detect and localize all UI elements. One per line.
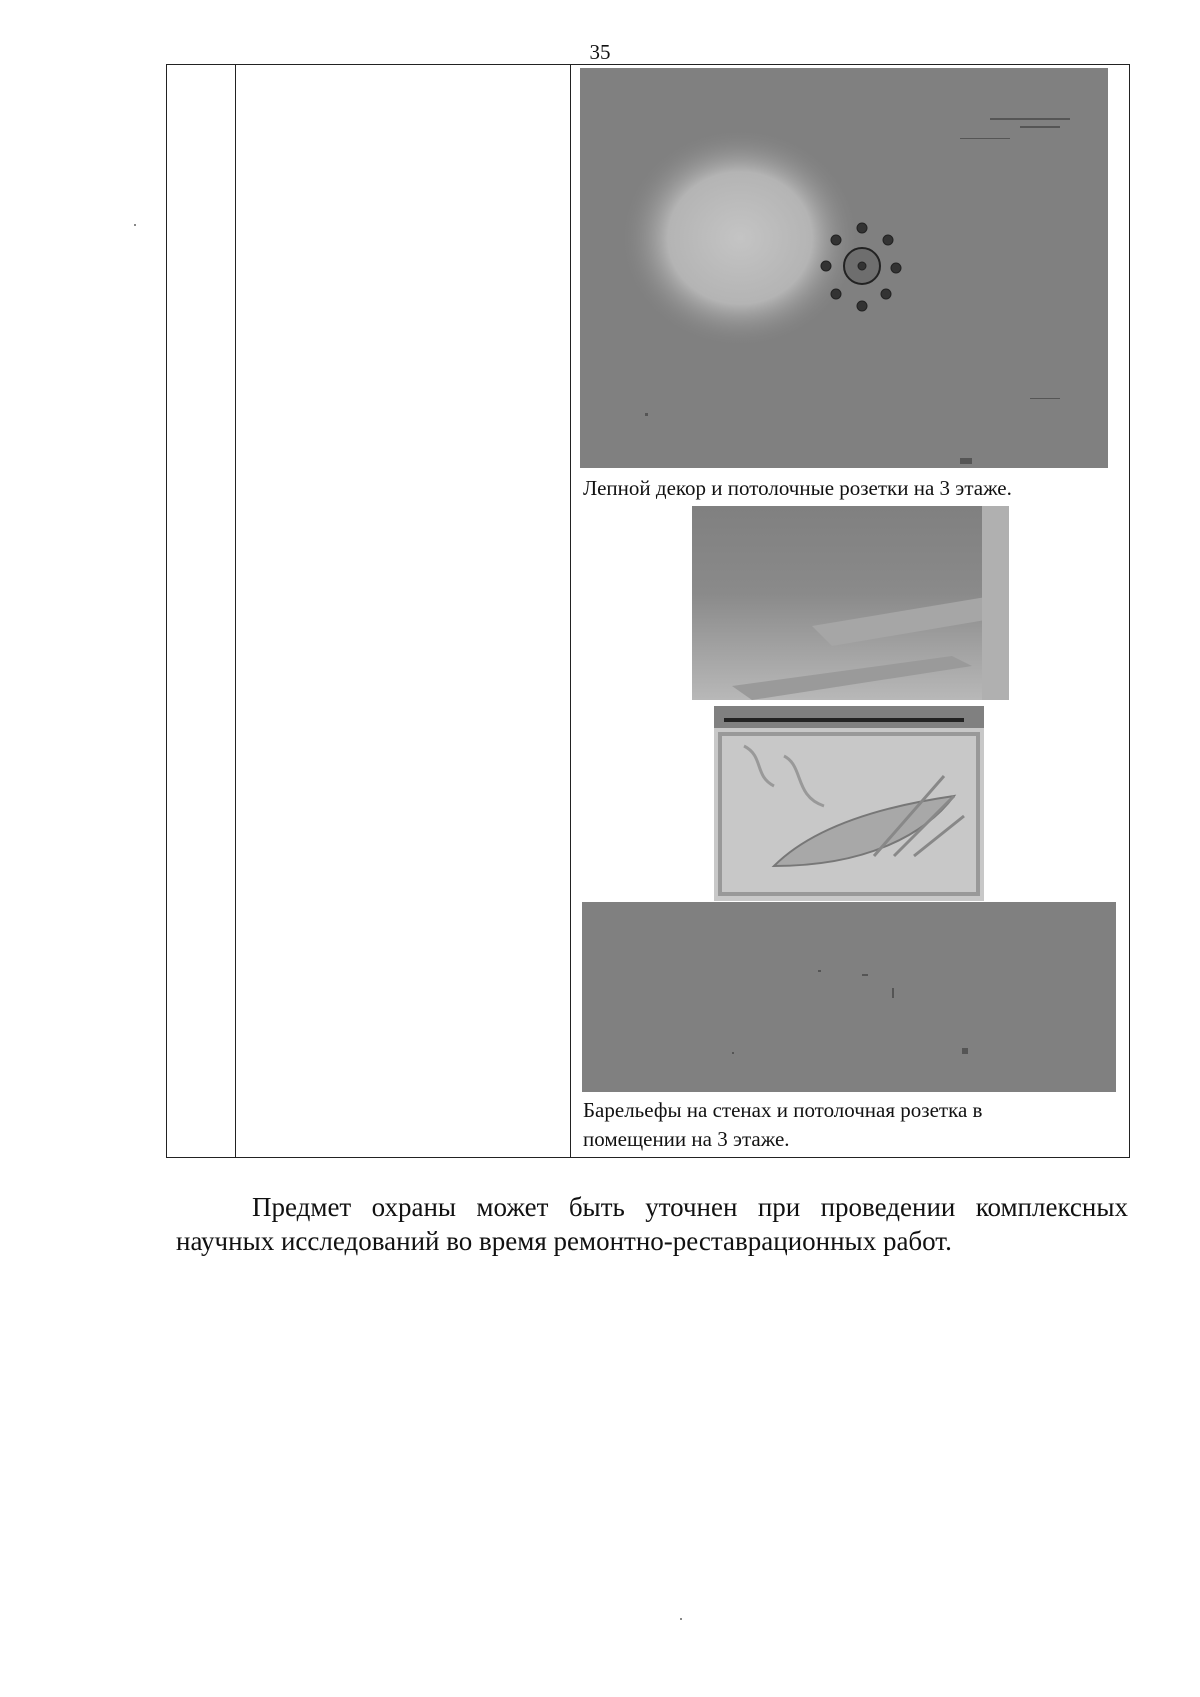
ceiling-rosette-photo (580, 68, 1108, 468)
body-paragraph: Предмет охраны может быть уточнен при проведении комплексных научных исследований во время ремонтно-реставрационных работ. (176, 1192, 1128, 1256)
caption-line: помещении на 3 этаже. (583, 1127, 790, 1151)
bas-relief-image (714, 706, 984, 901)
ceiling-rosette-image (580, 68, 1108, 468)
photo-caption (583, 1096, 1063, 1154)
scan-speck (134, 224, 136, 226)
ceiling-image (582, 902, 1116, 1092)
wall-relief-photo (692, 506, 1009, 700)
table-column-divider (235, 65, 236, 1157)
scan-speck (680, 1618, 682, 1620)
wall-relief-image (692, 506, 1009, 700)
ceiling-photo (582, 902, 1116, 1092)
table-column-divider (570, 65, 571, 1157)
bas-relief-photo (714, 706, 984, 901)
caption-line: Барельефы на стенах и потолочная розетка в (583, 1098, 983, 1122)
page-number: 35 (589, 40, 611, 64)
photo-caption: Лепной декор и потолочные розетки на 3 этаже. (583, 476, 1012, 500)
